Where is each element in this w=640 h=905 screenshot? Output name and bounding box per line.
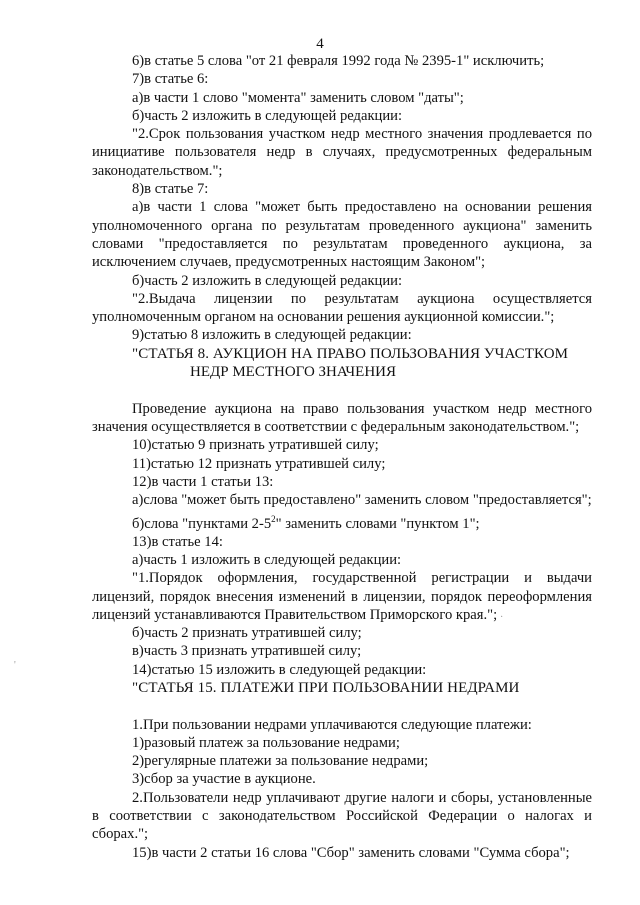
page-number: 4 xyxy=(316,36,324,52)
paragraph-amend-7b: б)часть 2 изложить в следующей редакции: xyxy=(132,107,403,124)
paragraph-amend-12b-end: " заменить словами "пунктом 1"; xyxy=(275,515,480,532)
paragraph-amend-14: 14)статью 15 изложить в следующей редакции: xyxy=(132,661,427,678)
article-15-part-1: 1.При пользовании недрами уплачиваются следующие платежи: xyxy=(132,716,532,733)
paragraph-amend-6: 6)в статье 5 слова "от 21 февраля 1992 года № 2395-1" исключить; xyxy=(132,53,545,69)
paragraph-amend-12b-start: б)слова "пунктами 2-5 xyxy=(132,515,272,532)
quoted-text-article-6-part-2: "2.Срок пользования участком недр местного значения продлевается по инициативе пользователя недр в случаях, предусмотренных федеральным законодательством."; xyxy=(92,126,592,179)
paragraph-amend-8a: а)в части 1 слова "может быть предоставлено на основании решения уполномоченного органа по результатам проведенного аукциона" заменить словами "предоставляется по результатам проведенного аукциона, за исключением случаев, предусмотренных настоящим Законом"; xyxy=(92,199,592,271)
quoted-text-article-14-part-1: "1.Порядок оформления, государственной регистрации и выдачи лицензий, порядок внесения изменений в лицензии, порядок переоформления лицензий устанавливаются Правительством Приморского края."; xyxy=(92,570,592,623)
article-15-heading: "СТАТЬЯ 15. ПЛАТЕЖИ ПРИ ПОЛЬЗОВАНИИ НЕДРАМИ xyxy=(132,680,520,697)
article-15-part-2: 2.Пользователи недр уплачивают другие налоги и сборы, установленные в соответствии с законодательством Российской Федерации о налогах и сборах."; xyxy=(92,789,592,843)
paragraph-amend-13b: б)часть 2 признать утратившей силу; xyxy=(132,625,362,642)
paragraph-amend-13c: в)часть 3 признать утратившей силу; xyxy=(132,643,362,660)
document-body xyxy=(92,52,592,862)
quoted-text-article-7-part-2: "2.Выдача лицензии по результатам аукциона осуществляется уполномоченным органом на основании решения аукционной комиссии."; xyxy=(92,290,592,326)
article-8-heading-line-2: НЕДР МЕСТНОГО ЗНАЧЕНИЯ xyxy=(190,364,397,381)
superscript-2: 2 xyxy=(271,513,276,524)
article-15-item-3: 3)сбор за участие в аукционе. xyxy=(132,771,316,788)
paragraph-amend-13: 13)в статье 14: xyxy=(132,533,223,550)
paragraph-amend-8b: б)часть 2 изложить в следующей редакции: xyxy=(132,272,403,289)
paragraph-amend-8: 8)в статье 7: xyxy=(132,181,209,198)
paragraph-amend-12b xyxy=(92,510,592,533)
paragraph-amend-9: 9)статью 8 изложить в следующей редакции: xyxy=(132,327,412,344)
spacer xyxy=(92,698,592,716)
scan-speck: · xyxy=(500,612,504,623)
article-8-body: Проведение аукциона на право пользования участком недр местного значения осуществляется в соответствии с федеральным законодательством."; xyxy=(92,400,592,436)
article-8-heading-line-1: "СТАТЬЯ 8. АУКЦИОН НА ПРАВО ПОЛЬЗОВАНИЯ УЧАСТКОМ xyxy=(132,345,569,362)
paragraph-amend-12: 12)в части 1 статьи 13: xyxy=(132,473,274,490)
paragraph-amend-11: 11)статью 12 признать утратившей силу; xyxy=(132,455,386,472)
paragraph-amend-7a: а)в части 1 слово "момента" заменить словом "даты"; xyxy=(132,89,464,106)
paragraph-amend-10: 10)статью 9 признать утратившей силу; xyxy=(132,437,379,454)
paragraph-amend-15: 15)в части 2 статьи 16 слова "Сбор" заменить словами "Сумма сбора"; xyxy=(132,844,570,861)
paragraph-amend-12a: а)слова "может быть предоставлено" заменить словом "предоставляется"; xyxy=(132,492,592,509)
article-15-item-2: 2)регулярные платежи за пользование недрами; xyxy=(132,753,429,770)
paragraph-amend-7: 7)в статье 6: xyxy=(132,71,209,88)
paragraph-amend-13a: а)часть 1 изложить в следующей редакции: xyxy=(132,551,402,568)
article-15-item-1: 1)разовый платеж за пользование недрами; xyxy=(132,734,400,751)
spacer xyxy=(92,382,592,400)
scan-speck: ' xyxy=(14,660,16,671)
